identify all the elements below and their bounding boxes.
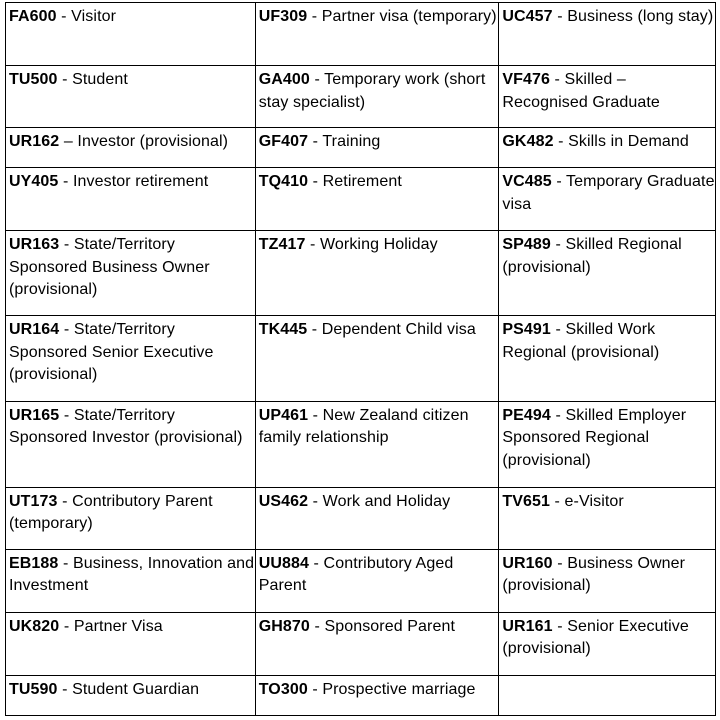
- visa-code: UY405: [9, 173, 59, 191]
- visa-cell: [6, 168, 256, 231]
- table-row: [6, 3, 716, 66]
- visa-code: TQ410: [258, 173, 309, 191]
- visa-code: TV651: [502, 492, 551, 510]
- visa-cell: [255, 549, 499, 612]
- table-row: [6, 487, 716, 549]
- visa-separator: -: [552, 554, 568, 572]
- visa-cell: [499, 612, 716, 675]
- visa-code: UR162: [9, 133, 60, 151]
- visa-cell: [255, 612, 499, 675]
- visa-code: UU884: [258, 554, 310, 572]
- visa-code: GA400: [258, 71, 310, 89]
- visa-table-body: [6, 3, 716, 716]
- visa-separator: -: [550, 71, 565, 89]
- visa-code: PE494: [502, 406, 551, 424]
- visa-separator: -: [305, 236, 320, 254]
- visa-separator: -: [550, 236, 566, 254]
- visa-cell: [6, 316, 256, 401]
- visa-cell: [255, 231, 499, 316]
- visa-separator: -: [309, 554, 324, 572]
- visa-separator: -: [552, 8, 568, 25]
- visa-code: EB188: [9, 554, 59, 572]
- visa-separator: -: [550, 321, 566, 339]
- visa-code: UK820: [9, 617, 60, 635]
- table-row: [6, 612, 716, 675]
- visa-separator: -: [59, 617, 74, 635]
- table-row: [6, 66, 716, 128]
- visa-code: PS491: [502, 321, 551, 339]
- visa-code: GF407: [258, 133, 309, 151]
- visa-code: UF309: [258, 8, 308, 25]
- visa-name: Working Holiday: [319, 236, 438, 254]
- visa-separator: -: [59, 321, 74, 339]
- visa-name: New Zealand citizen family relationship: [258, 406, 469, 446]
- visa-name: Student: [72, 71, 128, 89]
- visa-code: TU590: [9, 680, 58, 698]
- visa-separator: –: [59, 133, 78, 151]
- visa-separator: -: [309, 617, 325, 635]
- visa-cell: [255, 168, 499, 231]
- visa-separator: -: [59, 236, 74, 254]
- visa-cell: [499, 66, 716, 128]
- visa-code: UR165: [9, 406, 60, 424]
- visa-separator: -: [308, 133, 323, 151]
- table-row: [6, 549, 716, 612]
- visa-cell: [499, 3, 716, 66]
- visa-cell: [6, 675, 256, 715]
- visa-name: Skilled – Recognised Graduate: [502, 71, 660, 111]
- visa-cell: [6, 549, 256, 612]
- visa-cell: [6, 3, 256, 66]
- visa-cell: [499, 231, 716, 316]
- visa-name: Retirement: [322, 173, 402, 191]
- visa-code: GH870: [258, 617, 310, 635]
- visa-code: UR164: [9, 321, 60, 339]
- visa-separator: -: [56, 8, 72, 25]
- visa-separator: -: [58, 173, 73, 191]
- visa-name: Training: [322, 133, 381, 151]
- visa-separator: -: [59, 406, 74, 424]
- visa-code: UT173: [9, 492, 58, 510]
- visa-code: FA600: [9, 8, 57, 25]
- visa-cell: [255, 66, 499, 128]
- visa-name: Partner Visa: [73, 617, 163, 635]
- visa-subclass-table: [5, 2, 716, 716]
- visa-name: Visitor: [71, 8, 117, 25]
- visa-cell: [255, 401, 499, 487]
- visa-code: US462: [258, 492, 309, 510]
- visa-name: Student Guardian: [72, 680, 200, 698]
- visa-cell: [499, 401, 716, 487]
- visa-name: Investor (provisional): [77, 133, 229, 151]
- visa-name: Skilled Employer Sponsored Regional (provisional): [502, 406, 687, 469]
- visa-separator: -: [307, 680, 323, 698]
- table-row: [6, 316, 716, 401]
- visa-name: Business (long stay): [567, 8, 714, 25]
- table-row: [6, 231, 716, 316]
- visa-separator: -: [308, 406, 323, 424]
- visa-code: UP461: [258, 406, 309, 424]
- visa-name: Contributory Aged Parent: [258, 554, 454, 595]
- visa-name: Senior Executive (provisional): [502, 617, 689, 658]
- visa-cell: [6, 66, 256, 128]
- visa-cell: [499, 549, 716, 612]
- table-row: [6, 675, 716, 715]
- visa-cell: [499, 316, 716, 401]
- visa-cell: [255, 3, 499, 66]
- empty-cell: [499, 675, 716, 715]
- visa-cell: [499, 168, 716, 231]
- visa-code: UR160: [502, 554, 553, 572]
- visa-separator: -: [307, 321, 322, 339]
- visa-cell: [255, 675, 499, 715]
- visa-code: GK482: [502, 133, 554, 151]
- visa-cell: [6, 487, 256, 549]
- visa-name: Dependent Child visa: [321, 321, 476, 339]
- visa-separator: -: [58, 554, 73, 572]
- visa-name: Work and Holiday: [322, 492, 451, 510]
- visa-name: Prospective marriage: [322, 680, 476, 698]
- table-row: [6, 401, 716, 487]
- visa-separator: -: [550, 492, 565, 510]
- visa-name: Skilled Regional (provisional): [502, 236, 682, 276]
- visa-cell: [6, 612, 256, 675]
- visa-cell: [255, 316, 499, 401]
- visa-name: Business Owner (provisional): [502, 554, 686, 595]
- visa-separator: -: [309, 71, 325, 89]
- visa-cell: [499, 128, 716, 168]
- visa-name: State/Territory Sponsored Investor (provisional): [9, 406, 243, 446]
- visa-separator: -: [553, 133, 569, 151]
- visa-code: TZ417: [258, 236, 306, 254]
- visa-separator: -: [552, 617, 568, 635]
- visa-cell: [6, 128, 256, 168]
- visa-code: TK445: [258, 321, 308, 339]
- visa-code: TU500: [9, 71, 58, 89]
- visa-name: Temporary work (short stay specialist): [258, 71, 486, 111]
- visa-separator: -: [308, 492, 323, 510]
- visa-cell: [255, 128, 499, 168]
- visa-name: State/Territory Sponsored Business Owner (provisional): [9, 236, 210, 299]
- visa-name: Skilled Work Regional (provisional): [502, 321, 660, 361]
- visa-separator: -: [551, 173, 567, 191]
- table-row: [6, 128, 716, 168]
- visa-code: UR161: [502, 617, 553, 635]
- visa-separator: -: [57, 71, 73, 89]
- visa-separator: -: [307, 8, 322, 25]
- visa-name: Investor retirement: [72, 173, 209, 191]
- visa-code: VF476: [502, 71, 551, 89]
- visa-name: Business, Innovation and Investment: [9, 554, 255, 595]
- visa-cell: [6, 401, 256, 487]
- visa-name: Sponsored Parent: [324, 617, 456, 635]
- visa-name: e-Visitor: [564, 492, 624, 510]
- visa-separator: -: [57, 680, 73, 698]
- visa-code: TO300: [258, 680, 308, 698]
- visa-cell: [499, 487, 716, 549]
- visa-separator: -: [57, 492, 73, 510]
- visa-code: UC457: [502, 8, 553, 25]
- visa-name: Skills in Demand: [568, 133, 689, 151]
- visa-cell: [6, 231, 256, 316]
- visa-code: UR163: [9, 236, 60, 254]
- visa-code: VC485: [502, 173, 552, 191]
- visa-separator: -: [308, 173, 323, 191]
- visa-separator: -: [550, 406, 566, 424]
- visa-cell: [255, 487, 499, 549]
- visa-name: Contributory Parent (temporary): [9, 492, 213, 533]
- visa-name: Temporary Graduate visa: [502, 173, 715, 213]
- visa-code: SP489: [502, 236, 551, 254]
- visa-name: State/Territory Sponsored Senior Executive (provisional): [9, 321, 214, 384]
- visa-name: Partner visa (temporary): [321, 8, 497, 25]
- table-row: [6, 168, 716, 231]
